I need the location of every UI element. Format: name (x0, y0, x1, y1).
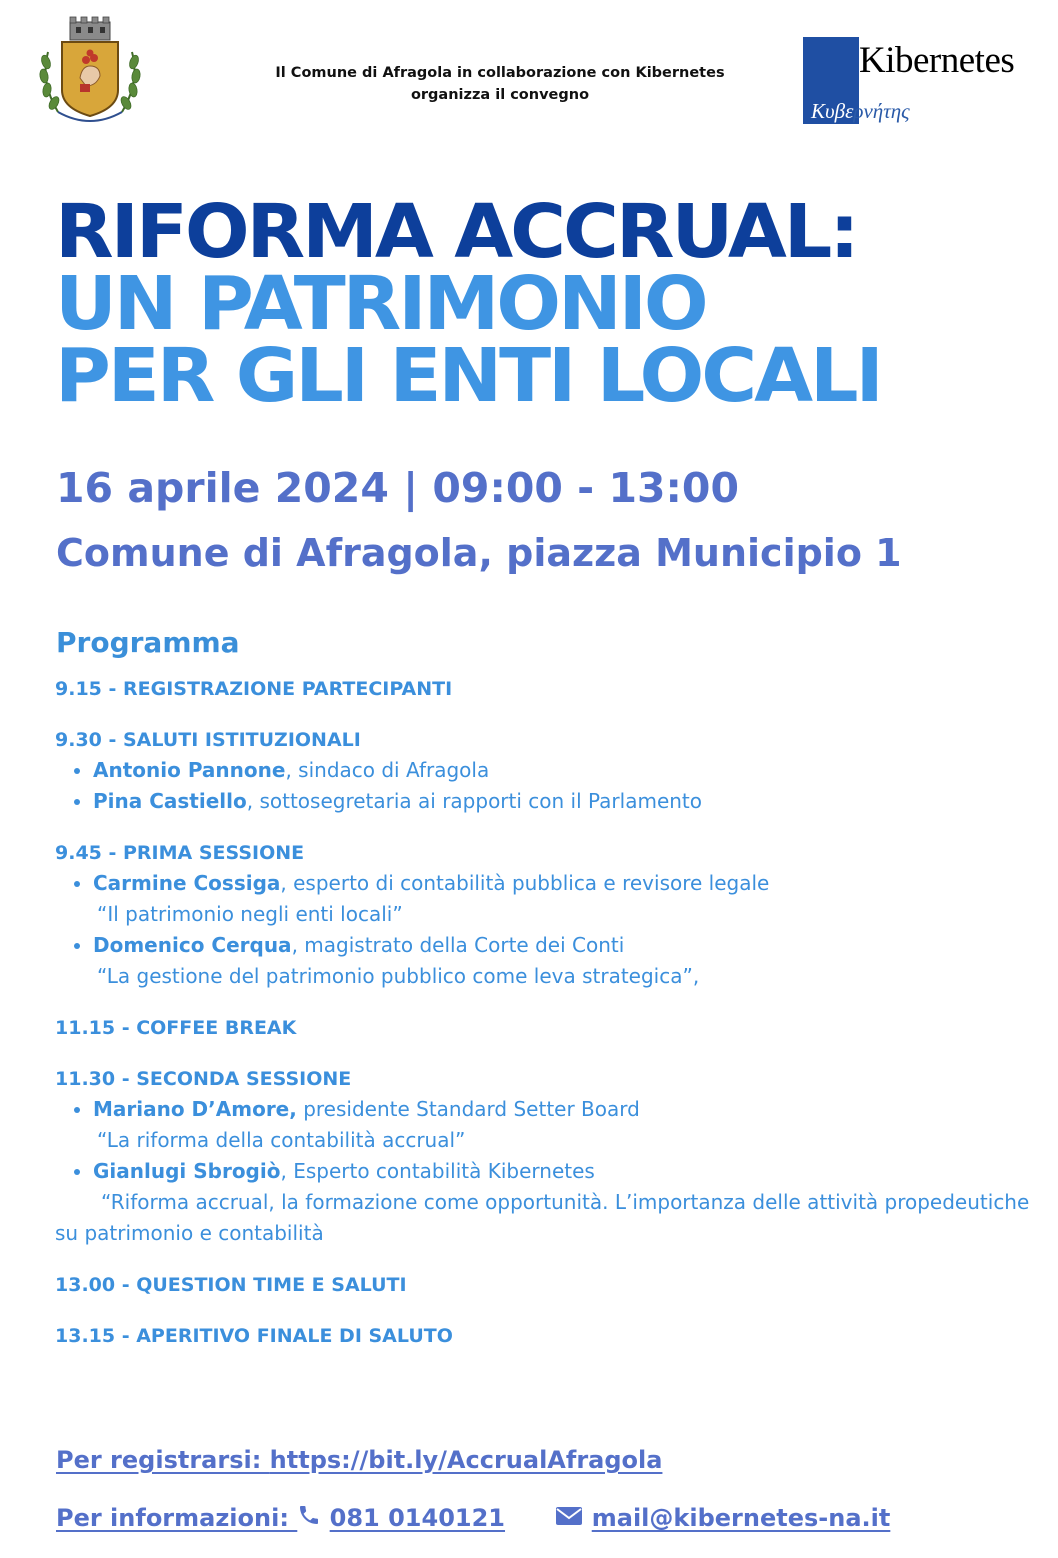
event-location: Comune di Afragola, piazza Municipio 1 (56, 531, 902, 575)
program-slot (55, 674, 1035, 704)
slot-heading: 9.30 - SALUTI ISTITUZIONALI (55, 729, 361, 751)
info-label: Per informazioni: (56, 1504, 298, 1532)
speaker-role: , magistrato della Corte dei Conti (291, 933, 625, 957)
slot-heading: 13.15 - APERITIVO FINALE DI SALUTO (55, 1325, 453, 1347)
event-date-time: 16 aprile 2024 | 09:00 - 13:00 (56, 464, 739, 512)
slot-heading: 11.15 - COFFEE BREAK (55, 1017, 297, 1039)
speaker-role: presidente Standard Setter Board (296, 1097, 640, 1121)
email-address[interactable]: mail@kibernetes-na.it (591, 1504, 891, 1532)
speaker-item (55, 755, 1035, 786)
talk-title: “Il patrimonio negli enti locali” (97, 902, 403, 926)
slot-heading: 13.00 - QUESTION TIME E SALUTI (55, 1274, 407, 1296)
title-line-3: PER GLI ENTI LOCALI (55, 333, 881, 419)
program-slot (55, 838, 1035, 992)
logo-greek-part-1: Κυβε (811, 99, 854, 123)
speaker-item (55, 1156, 1035, 1187)
title-line-2: UN PATRIMONIO (55, 261, 706, 347)
speaker-list (55, 868, 1035, 992)
speaker-item (55, 930, 1035, 961)
kibernetes-logo-name: Kibernetes (859, 40, 1015, 81)
speaker-item (55, 1094, 1035, 1125)
kibernetes-logo-greek (811, 97, 910, 125)
program-slot (55, 725, 1035, 817)
program-slot (55, 1064, 1035, 1249)
program-slot (55, 1013, 1035, 1043)
registration-line (56, 1444, 662, 1476)
slot-heading: 9.45 - PRIMA SESSIONE (55, 842, 305, 864)
speaker-name: Mariano D’Amore, (93, 1097, 297, 1121)
intro-line-1: Il Comune di Afragola in collaborazione con Kibernetes (275, 65, 725, 81)
afragola-crest-logo (36, 12, 144, 130)
program-slot (55, 1321, 1035, 1351)
envelope-icon (555, 1503, 583, 1535)
speaker-item (55, 786, 1035, 817)
info-line (56, 1502, 890, 1535)
program-heading: Programma (56, 626, 240, 659)
talk-title: “Riforma accrual, la formazione come opportunità. L’importanza delle attività propedeutiche su patrimonio e contabilità (55, 1190, 1030, 1245)
logo-greek-part-2: ρνήτης (853, 99, 910, 123)
registration-label: Per registrarsi: (56, 1446, 270, 1474)
slot-heading: 9.15 - REGISTRAZIONE PARTECIPANTI (55, 678, 453, 700)
speaker-name: Gianlugi Sbrogiò (93, 1159, 281, 1183)
speaker-role: , Esperto contabilità Kibernetes (280, 1159, 595, 1183)
speaker-item (55, 868, 1035, 899)
phone-number[interactable]: 081 0140121 (329, 1504, 506, 1532)
slot-heading: 11.30 - SECONDA SESSIONE (55, 1068, 352, 1090)
phone-icon (297, 1503, 321, 1535)
speaker-name: Pina Castiello (93, 789, 247, 813)
speaker-list (55, 1094, 1035, 1249)
speaker-role: , sottosegretaria ai rapporti con il Parlamento (246, 789, 703, 813)
speaker-list (55, 755, 1035, 817)
title-line-1: RIFORMA ACCRUAL: (55, 189, 857, 275)
speaker-name: Antonio Pannone (93, 758, 286, 782)
speaker-role: , esperto di contabilità pubblica e revisore legale (280, 871, 770, 895)
program-slot (55, 1270, 1035, 1300)
registration-link[interactable]: https://bit.ly/AccrualAfragola (269, 1446, 663, 1474)
speaker-role: , sindaco di Afragola (285, 758, 490, 782)
speaker-name: Carmine Cossiga (93, 871, 281, 895)
talk-title: “La gestione del patrimonio pubblico come leva strategica”, (97, 964, 700, 988)
program-list (55, 674, 1035, 1372)
talk-title: “La riforma della contabilità accrual” (97, 1128, 466, 1152)
intro-text (250, 62, 750, 106)
event-title (55, 189, 1045, 419)
intro-line-2: organizza il convegno (410, 87, 590, 103)
kibernetes-logo (803, 37, 1018, 127)
speaker-name: Domenico Cerqua (93, 933, 292, 957)
